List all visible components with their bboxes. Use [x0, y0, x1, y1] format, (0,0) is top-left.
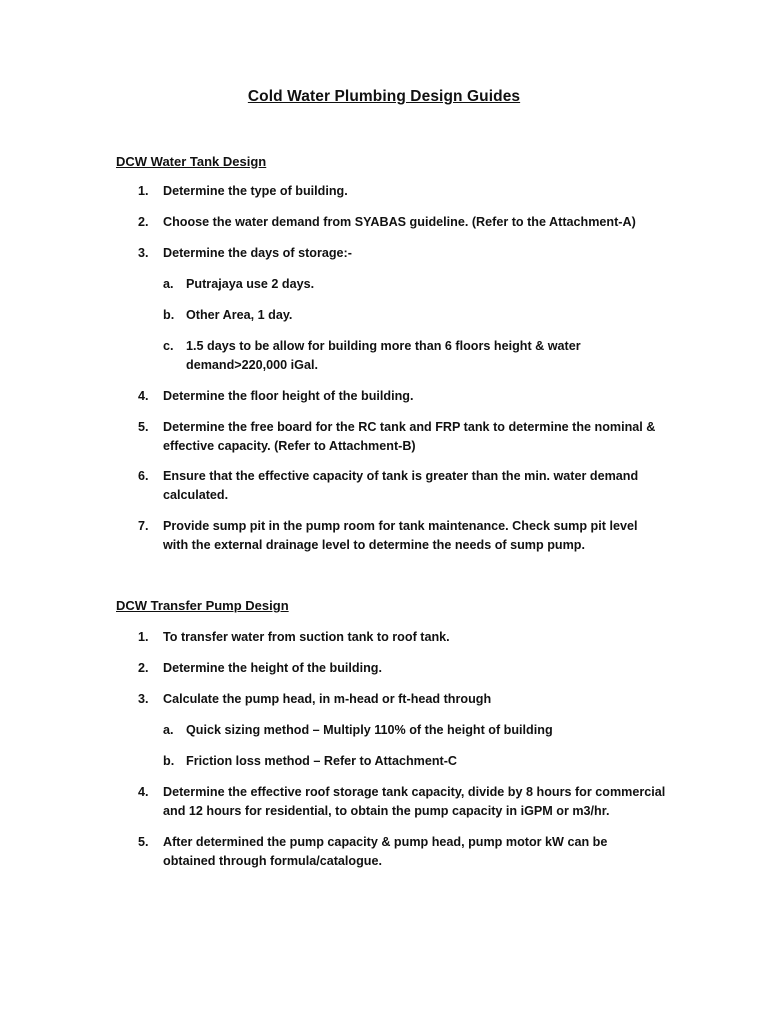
list-item-text: Determine the days of storage:-: [163, 246, 352, 260]
list-item-text: After determined the pump capacity & pump head, pump motor kW can be obtained through formula/catalogue.: [163, 835, 608, 868]
section-heading-water-tank: DCW Water Tank Design: [116, 154, 267, 169]
list-item-text: To transfer water from suction tank to roof tank.: [163, 630, 450, 644]
list-item-text: Calculate the pump head, in m-head or ft-head through: [163, 692, 492, 706]
list-item-text: Determine the free board for the RC tank and FRP tank to determine the nominal & effective capacity. (Refer to Attachment-B): [163, 420, 656, 453]
list-item-text: Determine the height of the building.: [163, 661, 382, 675]
list-item-number: 5.: [138, 835, 149, 849]
list-item-text: Ensure that the effective capacity of tank is greater than the min. water demand calculated.: [163, 469, 639, 502]
sub-list-item-letter: a.: [163, 277, 174, 291]
list-item-number: 3.: [138, 246, 149, 260]
sub-list-item-letter: b.: [163, 754, 175, 768]
list-item-number: 1.: [138, 184, 149, 198]
list-item-number: 7.: [138, 519, 149, 533]
list-item-text: Choose the water demand from SYABAS guideline. (Refer to the Attachment-A): [163, 215, 636, 229]
list-item-text: Determine the effective roof storage tank capacity, divide by 8 hours for commercial and 12 hours for residential, to obtain the pump capacity in iGPM or m3/hr.: [163, 785, 666, 818]
list-item-number: 2.: [138, 661, 149, 675]
list-item-number: 4.: [138, 389, 149, 403]
sub-list-item-text: 1.5 days to be allow for building more than 6 floors height & water demand>220,000 iGal.: [186, 339, 581, 372]
list-item-text: Determine the type of building.: [163, 184, 348, 198]
list-item-number: 5.: [138, 420, 149, 434]
list-item-number: 2.: [138, 215, 149, 229]
list-item-number: 4.: [138, 785, 149, 799]
sub-list-item-letter: b.: [163, 308, 175, 322]
sub-list-item-text: Quick sizing method – Multiply 110% of the height of building: [186, 723, 553, 737]
list-item-text: Provide sump pit in the pump room for tank maintenance. Check sump pit level with the external drainage level to determine the needs of sump pump.: [163, 519, 638, 552]
sub-list-item-text: Friction loss method – Refer to Attachment-C: [186, 754, 458, 768]
section-heading-transfer-pump: DCW Transfer Pump Design: [116, 598, 289, 613]
list-item-number: 3.: [138, 692, 149, 706]
sub-list-item-letter: a.: [163, 723, 174, 737]
list-item-number: 6.: [138, 469, 149, 483]
sub-list-item-letter: c.: [163, 339, 174, 353]
sub-list-item-text: Putrajaya use 2 days.: [186, 277, 315, 291]
document-title: Cold Water Plumbing Design Guides: [247, 88, 521, 105]
list-item-text: Determine the floor height of the building.: [163, 389, 414, 403]
sub-list-item-text: Other Area, 1 day.: [186, 308, 293, 322]
list-item-number: 1.: [138, 630, 149, 644]
